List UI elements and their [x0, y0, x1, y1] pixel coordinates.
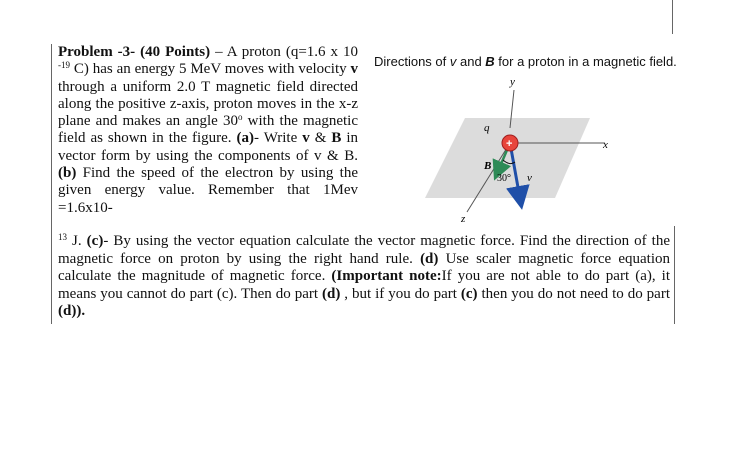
xz-plane [425, 118, 590, 198]
problem-title: Problem -3- (40 Points) [58, 44, 211, 60]
z-axis-label: z [461, 213, 466, 225]
v-label: v [527, 172, 532, 184]
part-d-label: (d) [420, 250, 439, 267]
part-a-label: (a) [236, 130, 255, 147]
problem-statement-bottom: $^{13}$ J. (c)- By using the vector equation calculate the vector magnetic force. Find the direction of the magnetic force on proton by using the right hand rule. (d) Use scaler magnetic force equation calculate the magnitude of magnetic force. (Important note:If you are not able to do part (a), it means you cannot do part (c). Then do part (d) , but if you do part (c) then you do not need to do part (d)). [58, 232, 671, 320]
part-c-label: (c) [86, 233, 104, 249]
b-label: B [484, 160, 492, 172]
y-axis-label: y [510, 76, 515, 88]
angle-label: 30° [497, 173, 511, 184]
charge-label: q [484, 122, 490, 134]
part-b-label: (b) [58, 165, 77, 182]
problem-statement-top: Problem -3- (40 Points) – A proton (q=1.6 x 10 $^{-19}$ C) has an energy 5 MeV moves with velocity v through a uniform 2.0 T magnetic field directed along the positive z-axis, proton moves in the x-z plane and makes an angle 30$^o$ with the magnetic field as shown in the figure. (a)- Write v & B in vector form by using the components of v & B. (b) Find the speed of the electron by using the given energy value. Remember that 1Mev =1.6x10- [58, 44, 359, 216]
x-axis-label: x [603, 139, 608, 151]
important-note-label: (Important note: [331, 268, 442, 285]
figure-caption: Directions of v and B for a proton in a magnetic field. [374, 54, 677, 69]
proton-sign: + [506, 138, 513, 150]
